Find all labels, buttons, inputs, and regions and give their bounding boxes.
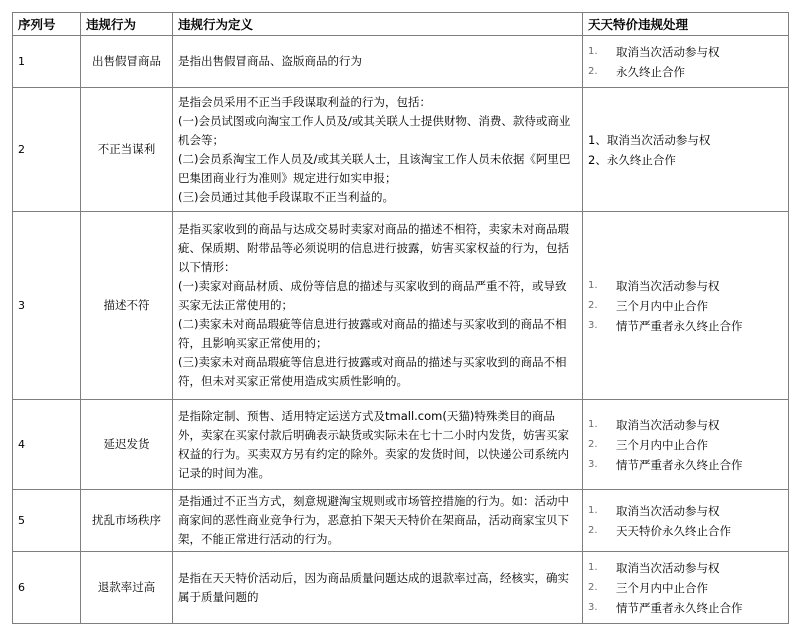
row-penalty	[583, 490, 789, 552]
penalty-item	[588, 435, 783, 455]
table-row	[13, 36, 789, 88]
definition-paragraph: 是指会员采用不正当手段谋取利益的行为，包括：	[178, 94, 431, 109]
header-violation: 违规行为	[81, 13, 173, 36]
penalty-list	[588, 415, 783, 475]
row-penalty	[583, 36, 789, 88]
penalty-item-number: 2、	[588, 152, 607, 167]
penalty-item	[588, 62, 783, 82]
table-row	[13, 212, 789, 400]
penalty-item-number: 1.	[588, 504, 598, 516]
penalty-item-number: 1.	[588, 418, 598, 430]
definition-paragraph: (三)会员通过其他手段谋取不正当利益的。	[178, 189, 394, 204]
table-row	[13, 490, 789, 552]
row-serial-number: 1	[13, 36, 81, 88]
penalty-item-number: 1.	[588, 45, 598, 57]
penalty-item-text: 情节严重者永久终止合作	[616, 318, 743, 333]
penalty-table-container	[12, 12, 789, 624]
penalty-list	[588, 130, 783, 170]
penalty-item-number: 1.	[588, 561, 598, 573]
penalty-item	[588, 501, 783, 521]
row-definition	[173, 400, 583, 490]
penalty-item	[588, 150, 783, 170]
table-row	[13, 552, 789, 624]
penalty-list	[588, 42, 783, 82]
definition-paragraph: 是指在天天特价活动后，因为商品质量问题达成的退款率过高，经核实，确实属于质量问题的	[178, 570, 569, 604]
row-violation-name: 扰乱市场秩序	[81, 490, 173, 552]
penalty-item-text: 情节严重者永久终止合作	[616, 600, 743, 615]
penalty-item-text: 三个月内中止合作	[616, 298, 708, 313]
row-penalty	[583, 212, 789, 400]
table-row	[13, 400, 789, 490]
penalty-item-number: 2.	[588, 581, 598, 593]
row-violation-name: 延迟发货	[81, 400, 173, 490]
definition-paragraph: (二)卖家未对商品瑕疵等信息进行披露或对商品的描述与买家收到的商品不相符，且影响买家正常使用的；	[178, 317, 567, 350]
penalty-item-text: 三个月内中止合作	[616, 437, 708, 452]
row-violation-name: 不正当谋利	[81, 88, 173, 212]
row-definition	[173, 552, 583, 624]
penalty-item-number: 3.	[588, 319, 598, 331]
row-definition	[173, 490, 583, 552]
penalty-item-text: 情节严重者永久终止合作	[616, 457, 743, 472]
penalty-item	[588, 276, 783, 296]
penalty-item-number: 1、	[588, 132, 607, 147]
penalty-item-text: 永久终止合作	[616, 64, 685, 79]
definition-paragraph: (一)会员试图或向淘宝工作人员及/或其关联人士提供财物、消费、款待或商业机会等；	[178, 113, 571, 147]
definition-paragraph: (二)会员系淘宝工作人员及/或其关联人士，且该淘宝工作人员未依据《阿里巴巴集团商业行为准则》规定进行如实申报；	[178, 151, 571, 185]
penalty-item-text: 取消当次活动参与权	[616, 560, 720, 575]
penalty-item	[588, 558, 783, 578]
penalty-item-text: 取消当次活动参与权	[616, 417, 720, 432]
row-definition	[173, 212, 583, 400]
penalty-item-number: 3.	[588, 601, 598, 613]
penalty-item	[588, 42, 783, 62]
definition-paragraph: 是指通过不正当方式，刻意规避淘宝规则或市场管控措施的行为。如：活动中商家间的恶性商业竞争行为，恶意拍下架天天特价在架商品，活动商家宝贝下架，不能正常进行活动的行为。	[178, 494, 569, 546]
row-penalty	[583, 400, 789, 490]
penalty-item-number: 2.	[588, 65, 598, 77]
header-serial-number: 序列号	[13, 13, 81, 36]
header-penalty: 天天特价违规处理	[583, 13, 789, 36]
table-header-row	[13, 13, 789, 36]
penalty-item-number: 2.	[588, 299, 598, 311]
violation-table	[12, 12, 789, 624]
penalty-item	[588, 578, 783, 598]
definition-paragraph: 是指除定制、预售、适用特定运送方式及tmall.com(天猫)特殊类目的商品外，卖家在买家付款后明确表示缺货或实际未在七十二小时内发货，妨害买家权益的行为。买卖双方另有约定的除外。卖家的发货时间，以快递公司系统内记录的时间为准。	[178, 408, 569, 480]
row-definition	[173, 36, 583, 88]
penalty-item	[588, 521, 783, 541]
penalty-item	[588, 296, 783, 316]
row-serial-number: 4	[13, 400, 81, 490]
row-definition	[173, 88, 583, 212]
penalty-list	[588, 558, 783, 618]
penalty-item-text: 天天特价永久终止合作	[616, 523, 731, 538]
row-penalty	[583, 552, 789, 624]
penalty-item-text: 三个月内中止合作	[616, 580, 708, 595]
definition-paragraph: (一)卖家对商品材质、成份等信息的描述与买家收到的商品严重不符，或导致买家无法正常使用的；	[178, 279, 567, 312]
header-definition: 违规行为定义	[173, 13, 583, 36]
penalty-item-number: 2.	[588, 438, 598, 450]
penalty-item-number: 1.	[588, 279, 598, 291]
row-serial-number: 2	[13, 88, 81, 212]
penalty-item-number: 3.	[588, 458, 598, 470]
row-serial-number: 6	[13, 552, 81, 624]
row-serial-number: 5	[13, 490, 81, 552]
row-violation-name: 描述不符	[81, 212, 173, 400]
penalty-item	[588, 455, 783, 475]
penalty-item-text: 取消当次活动参与权	[616, 278, 720, 293]
row-serial-number: 3	[13, 212, 81, 400]
penalty-item-text: 永久终止合作	[606, 152, 676, 167]
definition-paragraph: 是指出售假冒商品、盗版商品的行为	[178, 54, 362, 68]
penalty-list	[588, 276, 783, 336]
definition-paragraph: 是指买家收到的商品与达成交易时卖家对商品的描述不相符，卖家未对商品瑕疵、保质期、附带品等必须说明的信息进行披露，妨害买家权益的行为，包括以下情形：	[178, 222, 569, 274]
penalty-item-text: 取消当次活动参与权	[606, 132, 711, 147]
row-violation-name: 退款率过高	[81, 552, 173, 624]
penalty-item-text: 取消当次活动参与权	[616, 44, 720, 59]
row-penalty	[583, 88, 789, 212]
table-row	[13, 88, 789, 212]
penalty-item	[588, 316, 783, 336]
penalty-list	[588, 501, 783, 541]
penalty-item-number: 2.	[588, 524, 598, 536]
penalty-item	[588, 130, 783, 150]
penalty-item-text: 取消当次活动参与权	[616, 503, 720, 518]
row-violation-name: 出售假冒商品	[81, 36, 173, 88]
penalty-item	[588, 598, 783, 618]
definition-paragraph: (三)卖家未对商品瑕疵等信息进行披露或对商品的描述与买家收到的商品不相符，但未对买家正常使用造成实质性影响的。	[178, 355, 567, 388]
penalty-item	[588, 415, 783, 435]
